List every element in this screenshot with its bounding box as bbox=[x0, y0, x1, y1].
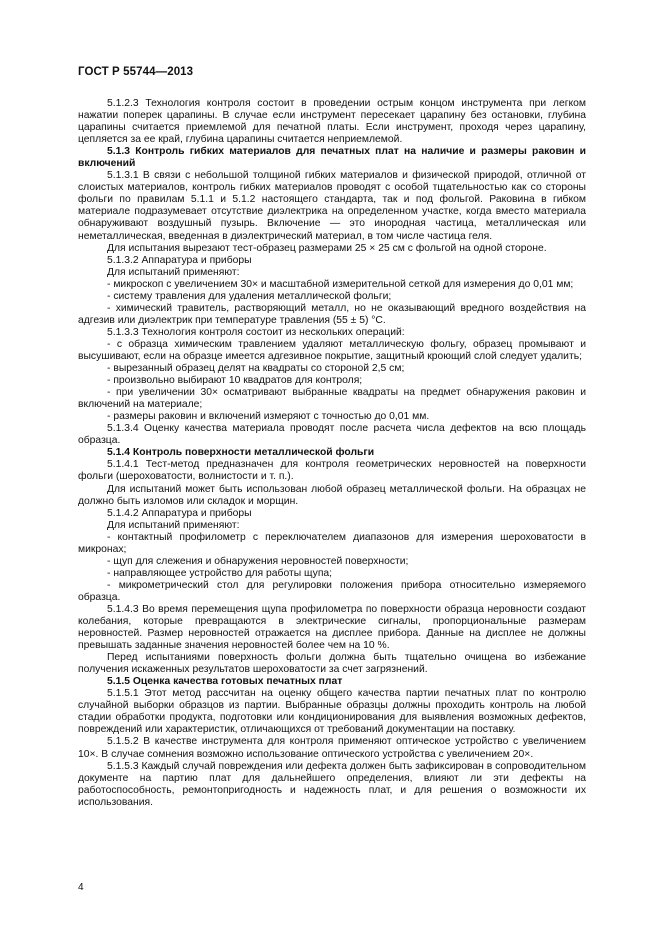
body-paragraph: 5.1.4.2 Аппаратура и приборы bbox=[107, 507, 252, 519]
body-paragraph: - контактный профилометр с переключателем диапазонов для измерения шероховатости в микронах; bbox=[78, 531, 586, 555]
body-paragraph: 5.1.3.1 В связи с небольшой толщиной гибких материалов и физической природой, отличной от слоистых материалов, контроль гибких материалов проводят с особой тщательностью как со стороны фольги по правилам 5.1.1 и 5.1.2 настоящего стандарта, так и под фольгой. Раковина в гибком материале подразумевает отсутствие диэлектрика на определенном участке, когда вместо материала обнаруживают воздушный пузырь. Включение — это инородная частица, металлическая или неметаллическая, введенная в диэлектрический материал, в том числе частица геля. bbox=[78, 170, 586, 242]
body-paragraph: - размеры раковин и включений измеряют с точностью до 0,01 мм. bbox=[107, 411, 430, 423]
body-paragraph: Для испытаний применяют: bbox=[107, 519, 240, 531]
body-paragraph: Для испытаний может быть использован любой образец металлической фольги. На образцах не должно быть изломов или складок и морщин. bbox=[78, 483, 586, 507]
body-paragraph: - микрометрический стол для регулировки положения прибора относительно измеряемого образца. bbox=[78, 579, 586, 603]
body-paragraph: - с образца химическим травлением удаляют металлическую фольгу, образец промывают и высушивают, если на образце имеется адгезивное покрытие, защитный кроющий слой следует удалить; bbox=[78, 338, 586, 362]
body-paragraph: 5.1.3.3 Технология контроля состоит из нескольких операций: bbox=[107, 326, 405, 338]
body-paragraph: - щуп для слежения и обнаружения неровностей поверхности; bbox=[107, 555, 409, 567]
body-paragraph: - микроскоп с увеличением 30× и масштабной измерительной сеткой для измерения до 0,01 мм; bbox=[107, 278, 574, 290]
body-paragraph: - химический травитель, растворяющий металл, но не оказывающий вредного воздействия на адгезив или диэлектрик при температуре травления (55 ± 5) °С. bbox=[78, 302, 586, 326]
body-paragraph: 5.1.4.3 Во время перемещения щупа профилометра по поверхности образца неровности создают колебания, которые превращаются в электрические сигналы, пропорциональные размерам неровностей. Размер неровностей отражается на дисплее прибора. Данные на дисплее не должны превышать заданные значения неровностей более чем на 10 %. bbox=[78, 603, 586, 652]
body-paragraph: - при увеличении 30× осматривают выбранные квадраты на предмет обнаружения раковин и включений на материале; bbox=[78, 387, 586, 411]
body-paragraph: 5.1.3.2 Аппаратура и приборы bbox=[107, 254, 252, 266]
body-paragraph: Для испытаний применяют: bbox=[107, 266, 240, 278]
document-body bbox=[78, 98, 586, 809]
body-paragraph: - систему травления для удаления металлической фольги; bbox=[107, 290, 392, 302]
section-heading: 5.1.5 Оценка качества готовых печатных плат bbox=[107, 676, 343, 688]
body-paragraph: 5.1.4.1 Тест-метод предназначен для контроля геометрических неровностей на поверхности фольги (шероховатости, волнистости и т. п.). bbox=[78, 459, 586, 483]
body-paragraph: 5.1.5.3 Каждый случай повреждения или дефекта должен быть зафиксирован в сопроводительном документе на партию плат для дальнейшего определения, влияют ли эти дефекты на работоспособность, ремонтопригодность и надежность плат, и для решения о возможности их использования. bbox=[78, 760, 586, 808]
section-heading: 5.1.4 Контроль поверхности металлической фольги bbox=[107, 447, 375, 459]
section-heading: 5.1.3 Контроль гибких материалов для печатных плат на наличие и размеры раковин и включений bbox=[78, 146, 586, 170]
page-number: 4 bbox=[78, 882, 84, 893]
body-paragraph: - произвольно выбирают 10 квадратов для контроля; bbox=[107, 375, 363, 387]
body-paragraph: - направляющее устройство для работы щупа; bbox=[107, 567, 333, 579]
body-paragraph: 5.1.3.4 Оценку качества материала проводят после расчета числа дефектов на всю площадь образца. bbox=[78, 423, 586, 447]
body-paragraph: 5.1.5.1 Этот метод рассчитан на оценку общего качества партии печатных плат по контролю случайной выборки образцов из партии. Выбранные образцы должны проходить контроль на любой стадии обработки продукта, подготовки или кондиционирования для выявления возможных дефектов, повреждений или характеристик, отличающихся от требований документации на поставку. bbox=[78, 688, 586, 736]
body-paragraph: - вырезанный образец делят на квадраты со стороной 2,5 см; bbox=[107, 363, 405, 375]
body-paragraph: Перед испытаниями поверхность фольги должна быть тщательно очищена во избежание получения искаженных результатов шероховатости за счет загрязнений. bbox=[78, 652, 586, 676]
body-paragraph: Для испытания вырезают тест-образец размерами 25 × 25 см с фольгой на одной стороне. bbox=[107, 242, 547, 254]
document-header: ГОСТ Р 55744—2013 bbox=[78, 66, 194, 78]
body-paragraph: 5.1.2.3 Технология контроля состоит в проведении острым концом инструмента при легком нажатии поперек царапины. В случае если инструмент пересекает царапину без остановки, глубина царапины считается приемлемой для печатной платы. Если инструмент, проходя через царапину, цепляется за ее край, глубина царапины считается неприемлемой. bbox=[78, 98, 586, 146]
body-paragraph: 5.1.5.2 В качестве инструмента для контроля применяют оптическое устройство с увеличением 10×. В случае сомнения возможно использование оптического устройства с увеличением 20×. bbox=[78, 736, 586, 760]
